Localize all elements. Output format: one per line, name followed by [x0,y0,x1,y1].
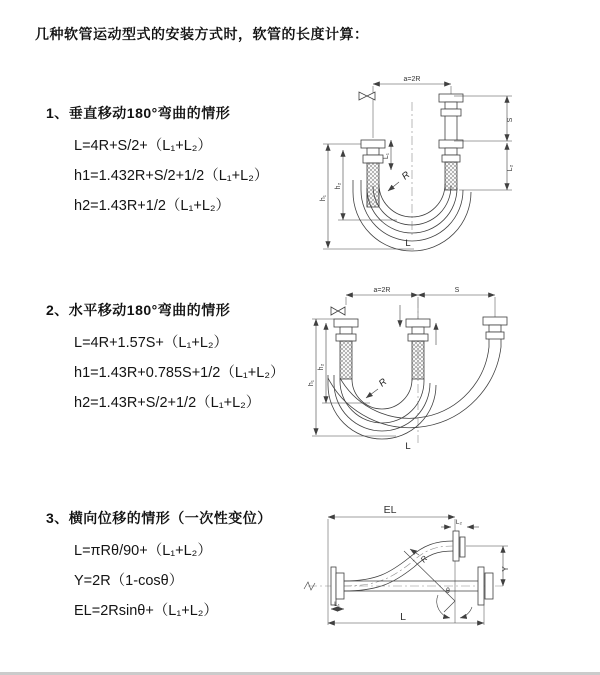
valve-icon [359,92,375,100]
radius-and-angle [404,549,472,618]
formula-line: h2=1.43R+1/2（L₁+L₂） [74,198,231,214]
break-mark [304,582,315,590]
dim-label-h2: h₂ [335,182,342,190]
section-3-heading: 3、横向位移的情形（一次性变位） [46,510,272,526]
formula-line: L=4R+S/2+（L₁+L₂） [74,138,212,154]
dim-label-a2r: a=2R [373,287,391,294]
right-pipe-assembly [483,317,507,347]
section-vertical-180 [46,103,268,221]
dim-label-s: S [507,117,514,123]
formula-line: Y=2R（1-cosθ） [74,573,184,589]
dim-label-l1: L₁ [334,601,340,608]
formula-line: h2=1.43R+S/2+1/2（L₁+L₂） [74,395,261,411]
middle-pipe-assembly [406,319,430,379]
formula-line: EL=2Rsinθ+（L₁+L₂） [74,603,218,619]
radius-leader [366,389,378,398]
diagram-vertical-180-bend [311,70,529,258]
dim-line-l [328,605,484,625]
hose-s-curve [344,541,453,591]
angle-label: θ [446,588,450,595]
formula-line: h1=1.43R+0.785S+1/2（L₁+L₂） [74,365,285,381]
valve-icon [331,307,345,315]
length-label: L [405,238,411,249]
section-horizontal-180 [46,300,284,418]
dim-label-l: L [400,611,406,623]
left-flange [331,567,344,605]
radius-label: R [399,169,413,183]
section-2-formulas [74,328,284,418]
dim-label-y: Y [501,566,510,572]
right-pipe-assembly [439,94,463,190]
page-title: 几种软管运动型式的安装方式时，软管的长度计算： [35,26,369,42]
diagram-horizontal-180-bend [308,283,542,453]
section-1-heading: 1、垂直移动180°弯曲的情形 [46,105,231,121]
dim-label-el: EL [383,504,397,516]
section-1-formulas [74,131,268,221]
length-label: L [405,441,411,452]
diagram-lateral-displacement [298,497,562,655]
section-3-formulas [74,536,272,626]
dim-label-h1: h₁ [320,194,327,202]
left-pipe-assembly [334,319,358,379]
radius-leader [388,182,399,191]
radius-label: R [376,376,390,390]
formula-line: L=πRθ/90+（L₁+L₂） [74,543,212,559]
dim-label-h1: h₁ [308,379,315,387]
dim-label-l1: L₁ [383,152,390,160]
section-2-heading: 2、水平移动180°弯曲的情形 [46,302,231,318]
dim-label-l2: L₂ [455,519,463,526]
dim-label-s: S [454,287,460,294]
formula-line: h1=1.432R+S/2+1/2（L₁+L₂） [74,168,269,184]
upper-right-flange [453,531,465,561]
dim-label-l2: L₂ [507,164,514,172]
dim-label-a2r: a=2R [403,76,421,83]
section-lateral-displacement [46,508,272,626]
radius-label: R [418,554,430,565]
formula-line: L=4R+1.57S+（L₁+L₂） [74,335,229,351]
lower-right-flange [478,567,493,605]
dim-label-h2: h₂ [318,363,325,371]
